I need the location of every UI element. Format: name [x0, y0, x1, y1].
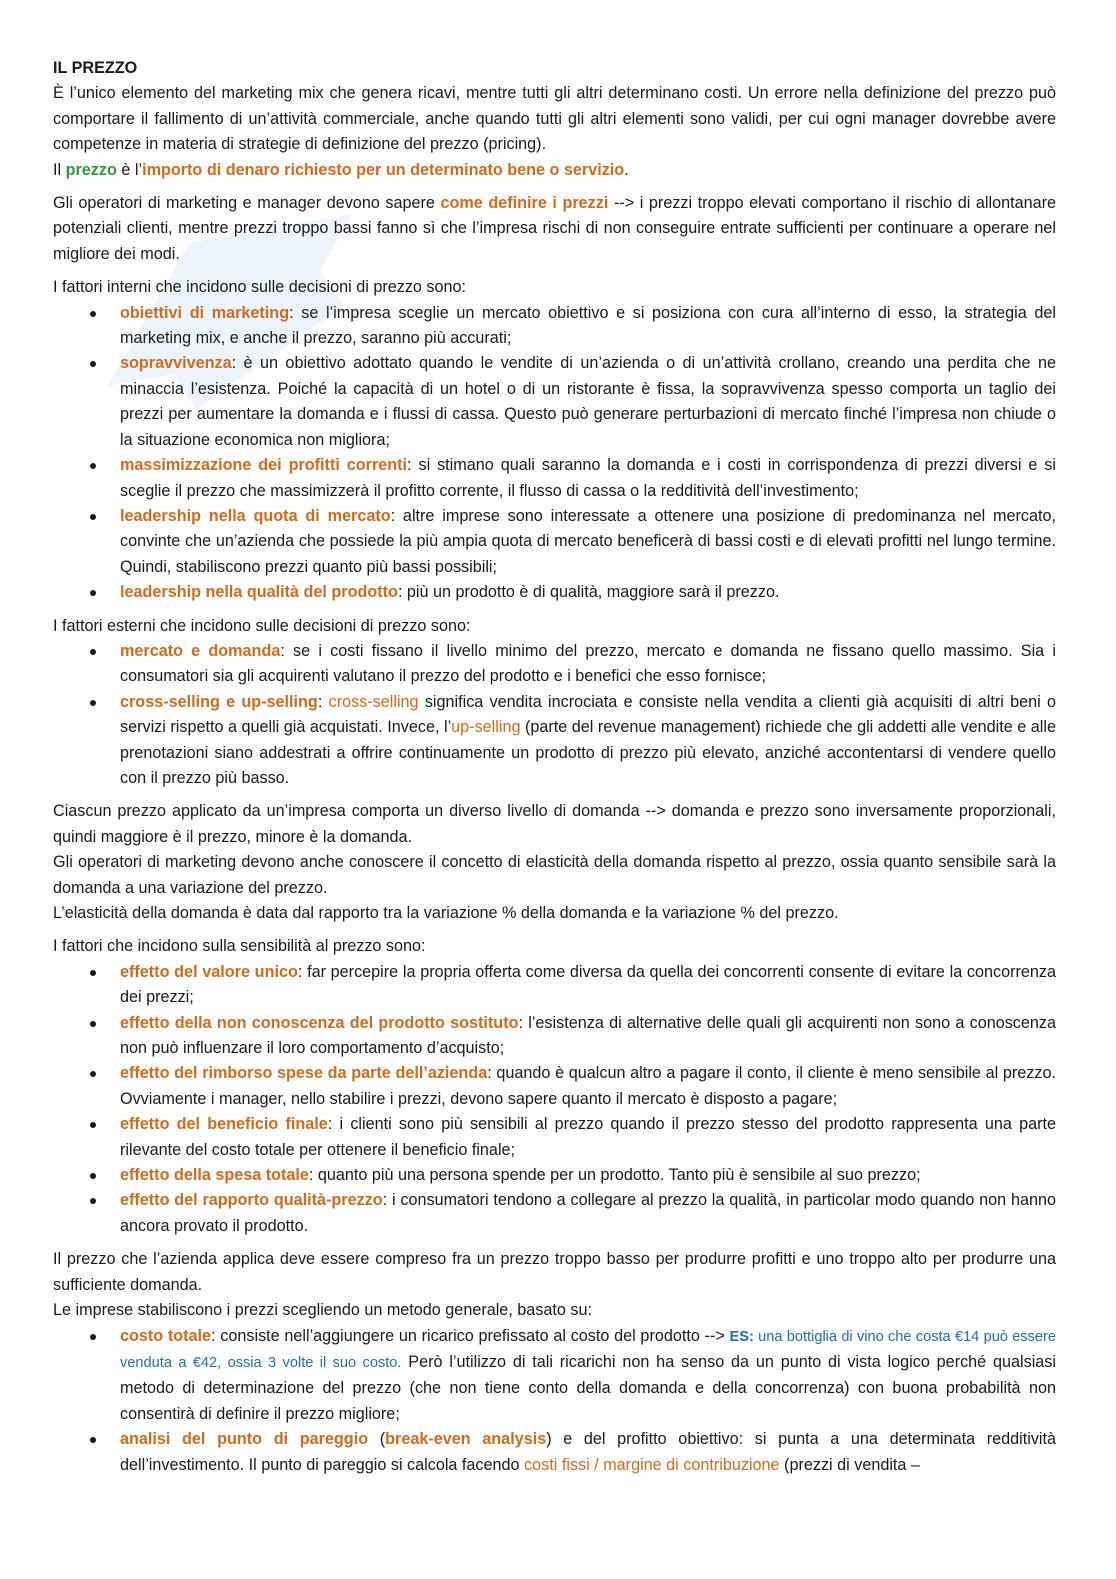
list-item: sopravvivenza: è un obiettivo adottato quando le vendite di un’azienda o di un’attività crollano, creando una perdita che ne minaccia l’esistenza. Poiché la capacità di un hotel o di un ristorante è fissa, la sopravvivenza spesso comporta un taglio dei prezzi per aumentare la domanda e i flussi di cassa. Questo può generare perturbazioni di mercato finché l’impresa non chiude o la situazione economica non migliora; — [120, 351, 1056, 453]
list-item: effetto della non conoscenza del prodotto sostituto: l’esistenza di alternative delle quali gli acquirenti non sono a conoscenza non può influenzare il loro comportamento d’acquisto; — [120, 1011, 1056, 1062]
intro-paragraph: È l’unico elemento del marketing mix che genera ricavi, mentre tutti gli altri determinano costi. Un errore nella definizione del prezzo può comportare il fallimento di un’attività commerciale, anche quando tutti gli altri elementi sono validi, per cui ogni manager dovrebbe avere competenze in materia di strategie di definizione del prezzo (pricing). — [53, 84, 1056, 154]
sensitivity-list — [53, 960, 1056, 1239]
internal-factors-list — [53, 301, 1056, 606]
list-item: effetto del valore unico: far percepire la propria offerta come diversa da quella dei concorrenti consente di evitare la concorrenza dei prezzi; — [120, 960, 1056, 1011]
internal-factors-heading: I fattori interni che incidono sulle decisioni di prezzo sono: — [53, 278, 467, 297]
methods-list — [53, 1324, 1056, 1478]
demand-paragraph-2: Gli operatori di marketing devono anche conoscere il concetto di elasticità della domanda rispetto al prezzo, ossia quanto sensibile sarà la domanda a una variazione del prezzo. — [53, 853, 1056, 897]
sensitivity-heading: I fattori che incidono sulla sensibilità al prezzo sono: — [53, 937, 426, 956]
methods-paragraph-1: Il prezzo che l’azienda applica deve essere compreso fra un prezzo troppo basso per produrre profitti e uno troppo alto per produrre una sufficiente domanda. — [53, 1250, 1056, 1294]
list-item: cross-selling e up-selling: cross-selling significa vendita incrociata e consiste nella vendita a clienti già acquisiti di altri beni o servizi rispetto a quelli già acquistati. Invece, l’up-selling (parte del revenue management) richiede che gli addetti alle vendite e alle prenotazioni siano addestrati a offrire continuamente un prodotto di prezzo più elevato, anziché accontentarsi di vendere quello con il prezzo più basso. — [120, 690, 1056, 792]
list-item: effetto del rapporto qualità-prezzo: i consumatori tendono a collegare al prezzo la qualità, in particolar modo quando non hanno ancora provato il prodotto. — [120, 1188, 1056, 1239]
list-item: massimizzazione dei profitti correnti: si stimano quali saranno la domanda e i costi in corrispondenza di prezzi diversi e si sceglie il prezzo che massimizzerà il profitto corrente, il flusso di cassa o la redditività dell’investimento; — [120, 453, 1056, 504]
list-item: obiettivi di marketing: se l’impresa sceglie un mercato obiettivo e si posiziona con cura all’interno di esso, la strategia del marketing mix, e anche il prezzo, saranno più accurati; — [120, 301, 1056, 352]
list-item: costo totale: consiste nell’aggiungere un ricarico prefissato al costo del prodotto --> ES: una bottiglia di vino che costa €14 può essere venduta a €42, ossia 3 volte il suo costo. Però l’utilizzo di tali ricarichi non ha senso da un punto di vista logico perché qualsiasi metodo di determinazione del prezzo (che non tiene conto della domanda e della concorrenza) con buona probabilità non consentirà di definire il prezzo migliore; — [120, 1324, 1056, 1428]
demand-paragraph-3: L’elasticità della domanda è data dal rapporto tra la variazione % della domanda e la variazione % del prezzo. — [53, 904, 839, 922]
list-item: effetto del rimborso spese da parte dell’azienda: quando è qualcun altro a pagare il conto, il cliente è meno sensibile al prezzo. Ovviamente i manager, nello stabilire i prezzi, devono sapere quanto il mercato è disposto a pagare; — [120, 1061, 1056, 1112]
list-item: effetto del beneficio finale: i clienti sono più sensibili al prezzo quando il prezzo stesso del prodotto rappresenta una parte rilevante del costo totale per ottenere il beneficio finale; — [120, 1112, 1056, 1163]
list-item: effetto della spesa totale: quanto più una persona spende per un prodotto. Tanto più è sensibile al suo prezzo; — [120, 1163, 1056, 1188]
operators-paragraph: Gli operatori di marketing e manager devono sapere come definire i prezzi --> i prezzi troppo elevati comportano il rischio di allontanare potenziali clienti, mentre prezzi troppo bassi fanno sì che l’impresa rischi di non conseguire entrate sufficienti per continuare a operare nel migliore dei modi. — [53, 194, 1057, 263]
page-title: IL PREZZO — [53, 59, 138, 77]
definition-highlight: importo di denaro richiesto per un determinato bene o servizio — [142, 160, 625, 179]
example-text: una bottiglia di vino che costa €14 può essere venduta a €42, ossia 3 volte il suo costo. — [120, 1328, 1056, 1371]
example-label: ES: — [729, 1328, 754, 1345]
list-item: mercato e domanda: se i costi fissano il livello minimo del prezzo, mercato e domanda ne fissano quello massimo. Sia i consumatori sia gli acquirenti valutano il prezzo del prodotto e i benefici che esso fornisce; — [120, 639, 1056, 690]
list-item: leadership nella quota di mercato: altre imprese sono interessate a ottenere una posizione di predominanza nel mercato, convinte che un’azienda che possiede la più ampia quota di mercato beneficerà di bassi costi e di elevati profitti nel lungo termine. Quindi, stabiliscono prezzi quanto più bassi possibili; — [120, 504, 1056, 580]
demand-paragraph-1: Ciascun prezzo applicato da un’impresa comporta un diverso livello di domanda --> domanda e prezzo sono inversamente proporzionali, quindi maggiore è il prezzo, minore è la domanda. — [53, 802, 1056, 846]
formula-highlight: costi fissi / margine di contribuzione — [524, 1455, 780, 1474]
term-prezzo: prezzo — [65, 160, 117, 179]
external-factors-heading: I fattori esterni che incidono sulle decisioni di prezzo sono: — [53, 616, 471, 635]
methods-paragraph-2: Le imprese stabiliscono i prezzi scegliendo un metodo generale, basato su: — [53, 1301, 593, 1320]
price-definition: Il prezzo è l’importo di denaro richiesto per un determinato bene o servizio. — [53, 160, 629, 179]
list-item: analisi del punto di pareggio (break-even analysis) e del profitto obiettivo: si punta a una determinata redditività dell’investimento. Il punto di pareggio si calcola facendo costi fissi / margine di contribuzione (prezzi di vendita – — [120, 1427, 1056, 1478]
list-item: leadership nella qualità del prodotto: più un prodotto è di qualità, maggiore sarà il prezzo. — [120, 580, 1056, 605]
highlight-come-definire: come definire i prezzi — [440, 194, 609, 213]
document-page — [53, 56, 1056, 1478]
external-factors-list — [53, 639, 1056, 791]
